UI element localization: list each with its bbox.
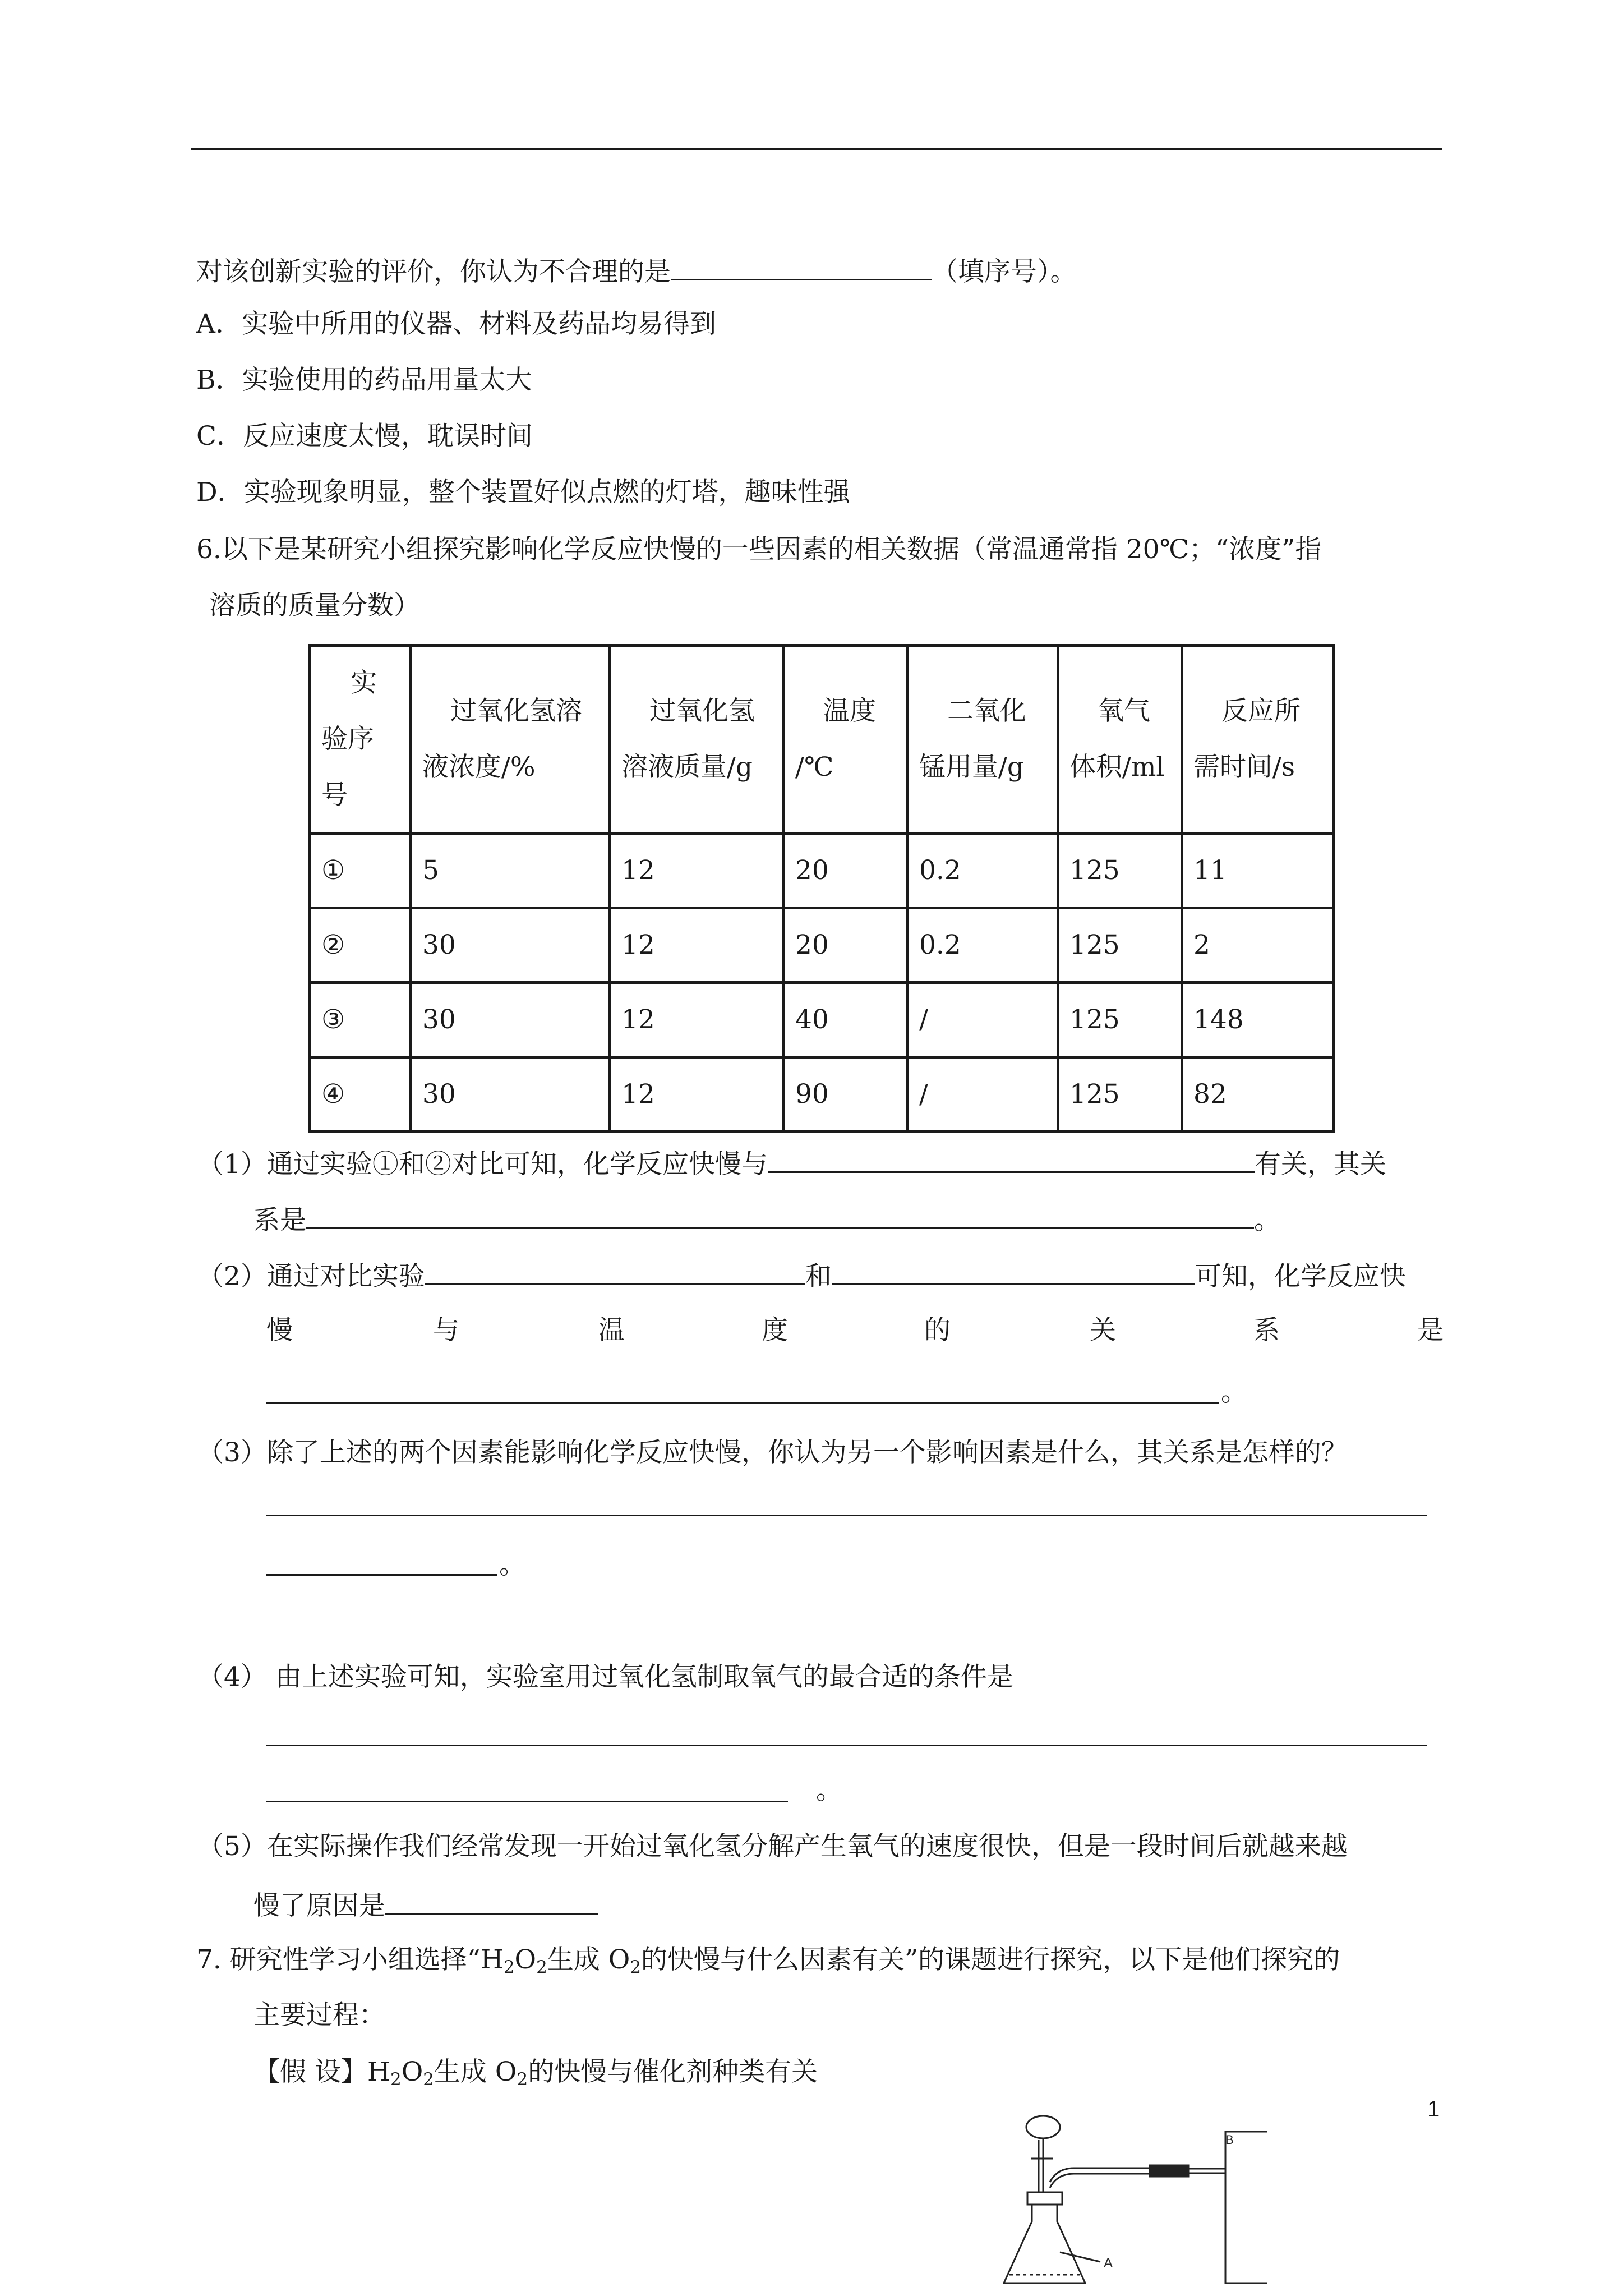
q6-sub1-line2: 系是 。 — [253, 1200, 1280, 1237]
answer-line[interactable] — [266, 1801, 788, 1802]
answer-line[interactable] — [266, 1515, 1427, 1516]
table-row — [310, 983, 1334, 1057]
table-cell: / — [908, 1057, 1058, 1132]
table-cell: 12 — [610, 1057, 784, 1132]
label-a: A — [1104, 2256, 1113, 2271]
table-cell: 125 — [1058, 834, 1182, 908]
table-cell: 125 — [1058, 908, 1182, 983]
q6-sub2-spread-3: 度 — [762, 1315, 788, 1346]
table-row — [310, 834, 1334, 908]
option-d: D．实验现象明显，整个装置好似点燃的灯塔，趣味性强 — [196, 477, 850, 508]
q7-line1: 7. 研究性学习小组选择“$H_2O_2$生成 $O_2$的快慢与什么因素有关”的课题进行探究，以下是他们探究的 — [196, 1944, 1340, 1977]
table-cell: 0.2 — [908, 908, 1058, 983]
table-cell: 0.2 — [908, 834, 1058, 908]
eval-question: 对该创新实验的评价，你认为不合理的是 （填序号）。 — [196, 252, 1077, 289]
table-cell: 30 — [411, 1057, 610, 1132]
table-cell: 125 — [1058, 983, 1182, 1057]
table-cell: ① — [310, 834, 411, 908]
header-cell-temperature: 温度 /℃ — [784, 646, 908, 834]
table-cell: 5 — [411, 834, 610, 908]
table-cell: 125 — [1058, 1057, 1182, 1132]
answer-blank[interactable] — [671, 252, 932, 280]
table-cell: 30 — [411, 908, 610, 983]
header-cell-index: 实 验序 号 — [310, 646, 411, 834]
q6-sub4-end: 。 — [816, 1775, 842, 1806]
table-cell: ② — [310, 908, 411, 983]
answer-line[interactable] — [266, 1574, 497, 1576]
header-rule — [191, 148, 1442, 150]
q6-sub2-spread-6: 系 — [1253, 1315, 1280, 1346]
table-cell: 82 — [1182, 1057, 1334, 1132]
q7-line2: 主要过程： — [253, 2000, 385, 2031]
q6-sub3-end: 。 — [499, 1549, 525, 1580]
table-row — [310, 1057, 1334, 1132]
table-cell: / — [908, 983, 1058, 1057]
q7-hypothesis: 【假 设】$H_2O_2$生成 $O_2$的快慢与催化剂种类有关 — [253, 2056, 818, 2090]
q6-intro-line2: 溶质的质量分数） — [209, 590, 420, 621]
q6-sub2-spread-7: 是 — [1417, 1315, 1444, 1346]
q6-sub3: （3）除了上述的两个因素能影响化学反应快慢，你认为另一个影响因素是什么，其关系是怎样的？ — [197, 1437, 1348, 1468]
table-cell: 2 — [1182, 908, 1334, 983]
option-a: A．实验中所用的仪器、材料及药品均易得到 — [196, 309, 716, 339]
option-c: C．反应速度太慢，耽误时间 — [196, 421, 533, 452]
answer-blank[interactable] — [832, 1257, 1195, 1285]
q6-sub2-spread-1: 与 — [433, 1315, 459, 1346]
q6-sub2-spread-2: 温 — [598, 1315, 625, 1346]
table-cell: 148 — [1182, 983, 1334, 1057]
q6-sub4: （4） 由上述实验可知，实验室用过氧化氢制取氧气的最合适的条件是 — [197, 1662, 1013, 1692]
option-b: B．实验使用的药品用量太大 — [196, 365, 532, 395]
answer-blank[interactable] — [306, 1200, 1254, 1229]
q6-sub2-spread-4: 的 — [924, 1315, 951, 1346]
q6-sub5-line1: （5）在实际操作我们经常发现一开始过氧化氢分解产生氧气的速度很快，但是一段时间后就越来越 — [197, 1831, 1348, 1862]
apparatus-diagram — [953, 2109, 1267, 2296]
q6-intro-line1: 6.以下是某研究小组探究影响化学反应快慢的一些因素的相关数据（常温通常指 20℃；“浓度”指 — [196, 534, 1322, 565]
page-number: 1 — [1427, 2097, 1440, 2122]
table-cell: 12 — [610, 834, 784, 908]
q6-sub2-end: 。 — [1221, 1377, 1247, 1407]
table-cell: ④ — [310, 1057, 411, 1132]
header-cell-mass: 过氧化氢 溶液质量/g — [610, 646, 784, 834]
label-b: B — [1225, 2133, 1234, 2147]
answer-blank[interactable] — [425, 1257, 805, 1285]
answer-blank[interactable] — [385, 1886, 598, 1915]
table-cell: 11 — [1182, 834, 1334, 908]
q6-sub2-spread-5: 关 — [1090, 1315, 1116, 1346]
table-row — [310, 908, 1334, 983]
table-cell: 40 — [784, 983, 908, 1057]
table-cell: 12 — [610, 983, 784, 1057]
label-b-svg — [1225, 2132, 1237, 2148]
table-cell: 90 — [784, 1057, 908, 1132]
table-cell: 12 — [610, 908, 784, 983]
answer-blank[interactable] — [768, 1144, 1255, 1173]
header-cell-mno2: 二氧化 锰用量/g — [908, 646, 1058, 834]
table-cell: 20 — [784, 834, 908, 908]
table-header-row — [310, 646, 1334, 834]
answer-line[interactable] — [266, 1745, 1427, 1746]
experiment-table — [308, 644, 1335, 1133]
q6-sub2-line1: （2）通过对比实验 和 可知，化学反应快 — [197, 1257, 1406, 1294]
header-cell-oxygen: 氧气 体积/ml — [1058, 646, 1182, 834]
q6-sub5-line2: 慢了原因是 — [253, 1886, 598, 1923]
q6-sub2-spread-0: 慢 — [266, 1315, 293, 1346]
header-cell-concentration: 过氧化氢溶 液浓度/% — [411, 646, 610, 834]
answer-line[interactable] — [266, 1402, 1219, 1404]
table-cell: 20 — [784, 908, 908, 983]
table-cell: ③ — [310, 983, 411, 1057]
header-cell-time: 反应所 需时间/s — [1182, 646, 1334, 834]
table-cell: 30 — [411, 983, 610, 1057]
q6-sub1-line1: （1）通过实验①和②对比可知，化学反应快慢与 有关，其关 — [197, 1144, 1386, 1181]
